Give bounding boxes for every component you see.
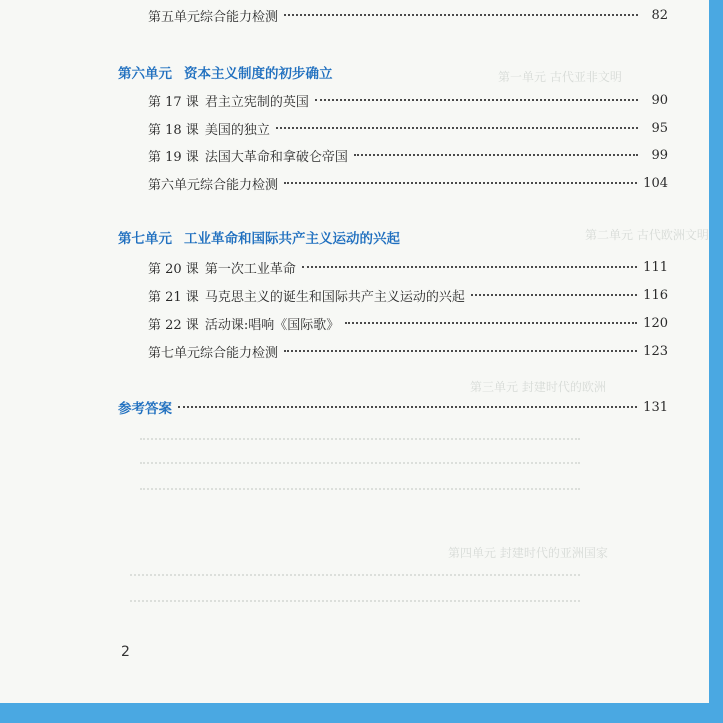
leader-dots — [178, 406, 637, 408]
toc-entry-lesson-20[interactable] — [148, 256, 668, 278]
answers-label: 参考答案 — [118, 401, 172, 417]
toc-entry-lesson-21[interactable] — [148, 284, 668, 306]
toc-entry-label: 第七单元综合能力检测 — [148, 345, 279, 361]
lesson-number: 第 17 课 — [148, 94, 199, 110]
page-border-right — [709, 0, 723, 723]
toc-page-number: 123 — [643, 343, 668, 359]
unit-title: 资本主义制度的初步确立 — [184, 66, 333, 82]
lesson-title: 美国的独立 — [204, 122, 270, 138]
bleed-through-text: 第三单元 封建时代的欧洲 — [470, 380, 606, 394]
bleed-through-line — [140, 488, 580, 490]
bleed-through-line — [140, 438, 580, 440]
unit-heading-6[interactable] — [118, 62, 333, 82]
bleed-through-text: 第一单元 古代亚非文明 — [498, 70, 622, 84]
toc-page-number: 120 — [643, 315, 668, 331]
lesson-title: 第一次工业革命 — [204, 261, 296, 277]
lesson-number: 第 19 课 — [148, 149, 199, 165]
leader-dots — [345, 322, 637, 324]
unit-heading-7[interactable] — [118, 227, 400, 247]
lesson-title: 君主立宪制的英国 — [204, 94, 309, 110]
toc-entry-lesson-18[interactable] — [148, 117, 668, 139]
leader-dots — [284, 14, 638, 16]
leader-dots — [315, 99, 638, 101]
lesson-number: 第 22 课 — [148, 317, 199, 333]
toc-entry-lesson-22[interactable] — [148, 312, 668, 334]
toc-page-number: 82 — [651, 7, 668, 23]
bleed-through-line — [130, 574, 580, 576]
leader-dots — [354, 154, 638, 156]
toc-page-number: 90 — [651, 92, 668, 108]
lesson-number: 第 21 课 — [148, 289, 199, 305]
footer-page-number: 2 — [121, 644, 130, 660]
leader-dots — [471, 294, 637, 296]
toc-page-number: 111 — [643, 259, 668, 275]
toc-entry-label: 第五单元综合能力检测 — [148, 9, 279, 25]
leader-dots — [284, 350, 637, 352]
toc-entry-lesson-17[interactable] — [148, 89, 668, 111]
page-border-bottom — [0, 703, 723, 723]
unit-title: 工业革命和国际共产主义运动的兴起 — [184, 231, 400, 247]
toc-page-number: 99 — [651, 147, 668, 163]
leader-dots — [276, 127, 638, 129]
bleed-through-line — [130, 600, 580, 602]
toc-entry-unit7-test[interactable] — [148, 340, 668, 362]
toc-entry-unit5-test[interactable] — [148, 4, 668, 26]
toc-page-number: 104 — [643, 175, 668, 191]
toc-page-number: 95 — [651, 120, 668, 136]
toc-page-number: 131 — [643, 399, 668, 415]
lesson-title: 马克思主义的诞生和国际共产主义运动的兴起 — [204, 289, 465, 305]
bleed-through-text: 第四单元 封建时代的亚洲国家 — [448, 546, 608, 560]
unit-number: 第七单元 — [118, 231, 172, 247]
bleed-through-text: 第二单元 古代欧洲文明 — [585, 228, 709, 242]
leader-dots — [284, 182, 637, 184]
lesson-number: 第 20 课 — [148, 261, 199, 277]
toc-page-number: 116 — [643, 287, 668, 303]
lesson-title: 活动课:唱响《国际歌》 — [204, 317, 340, 333]
lesson-title: 法国大革命和拿破仑帝国 — [204, 149, 348, 165]
toc-entry-lesson-19[interactable] — [148, 144, 668, 166]
bleed-through-line — [140, 462, 580, 464]
leader-dots — [302, 266, 637, 268]
unit-number: 第六单元 — [118, 66, 172, 82]
toc-entry-unit6-test[interactable] — [148, 172, 668, 194]
toc-entry-label: 第六单元综合能力检测 — [148, 177, 279, 193]
lesson-number: 第 18 课 — [148, 122, 199, 138]
toc-entry-answers[interactable] — [118, 396, 668, 418]
